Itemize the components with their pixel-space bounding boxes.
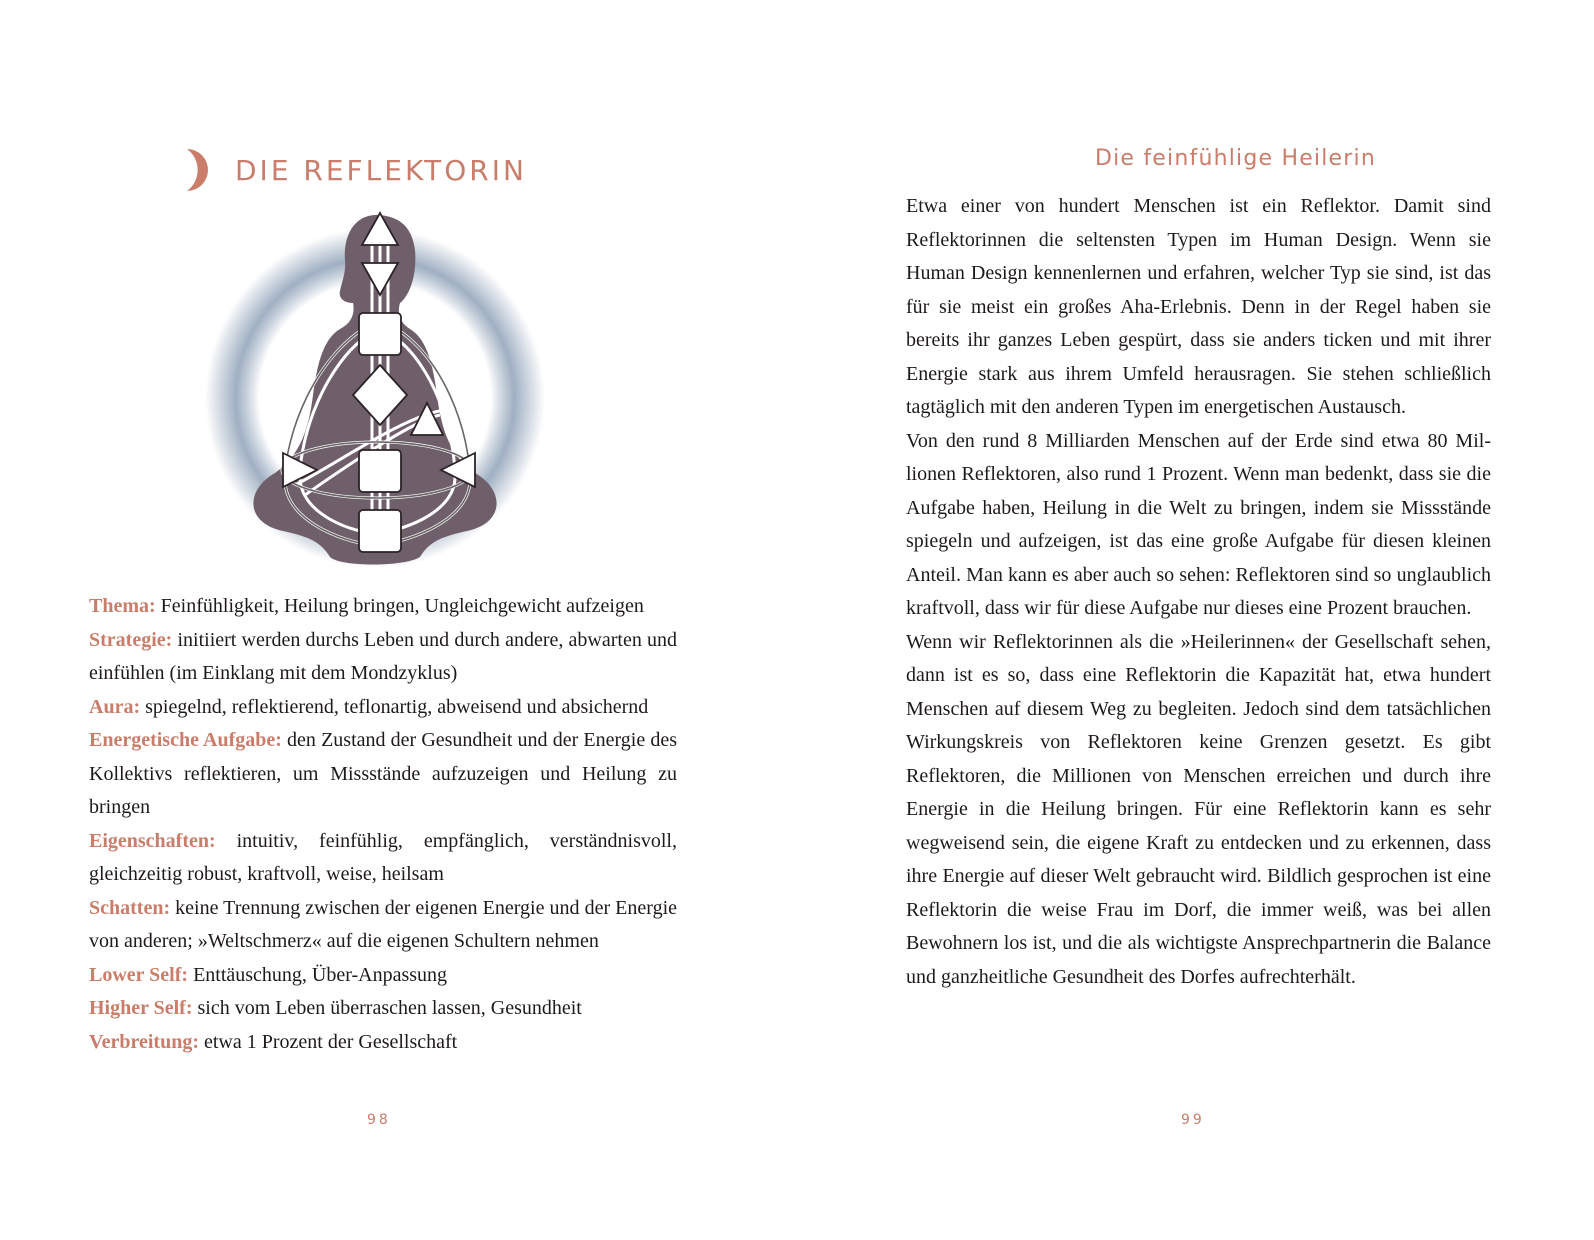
fact-item [89,825,677,892]
paragraph: Etwa einer von hundert Menschen ist ein Reflektor. Damit sind Reflektorinnen die seltensten Typen im Human Design. Wenn sie Human Design kennenlernen und erfahren, welcher Typ sie sind, ist das für sie meist ein großes Aha-Erlebnis. Denn in der Regel haben sie bereits ihr ganzes Leben gespürt, dass sie anders ticken und mit ihrer Energie stark aus ihrem Umfeld herausragen. Sie stehen schließlich tagtäglich mit den anderen Typen im energetischen Austausch. [906,195,1491,418]
fact-item [89,624,677,691]
fact-item [89,1026,677,1060]
fact-text: etwa 1 Prozent der Gesellschaft [199,1030,458,1053]
sacral-center [359,450,401,492]
fact-item [89,992,677,1026]
fact-text: initiiert werden durchs Leben und durch andere, abwarten und einfühlen (im Einklang mit dem Mondzyklus) [89,628,677,684]
fact-label: Schatten: [89,896,171,919]
fact-text: intuitiv, feinfühlig, empfänglich, verständnisvoll, gleichzeitig robust, kraftvoll, weise, heilsam [89,829,677,885]
crescent-moon-icon [183,147,217,193]
root-center [359,510,401,552]
fact-label: Strategie: [89,628,173,651]
paragraph: Wenn wir Reflektorinnen als die »Heilerinnen« der Gesellschaft sehen, dann ist es so, dass eine Reflektorin die Kapazität hat, etwa hundert Menschen auf diesem Weg zu begleiten. Jedoch sind dem tatsächlichen Wirkungskreis von Reflektoren keine Grenzen gesetzt. Es gibt Reflektoren, die Millionen von Menschen erreichen und durch ihre Energie in die Heilung bringen. Für eine Reflektorin kann es sehr wegweisend sein, die eigene Kraft zu entdecken und zu erkennen, dass ihre Energie auf dieser Welt gebraucht wird. Bildlich gesprochen ist eine Reflektorin die weise Frau im Dorf, die immer weiß, was bei allen Bewohnern los ist, und die als wichtigste Ansprechpartnerin die Balance und ganzheitliche Gesundheit des Dorfes aufrechterhält. [906,630,1491,988]
fact-label: Higher Self: [89,997,193,1019]
throat-center [359,313,401,355]
body-text [906,190,1491,994]
fact-item [89,892,677,959]
fact-text: keine Trennung zwischen der eigenen Energie und der Energie von anderen; »Weltschmerz« auf die eigenen Schultern nehmen [89,896,677,952]
page-number-left: 98 [367,1112,391,1128]
fact-text: spiegelnd, reflektierend, teflonartig, abweisend und absichernd [140,695,649,718]
human-design-bodygraph-illustration [205,205,545,575]
chapter-heading [183,145,527,195]
fact-item [89,590,677,624]
fact-text: sich vom Leben überraschen lassen, Gesundheit [192,997,582,1019]
page-number-right: 99 [1181,1112,1205,1128]
paragraph: Von den rund 8 Milliarden Menschen auf der Erde sind etwa 80 Millionen Reflektoren, also rund 1 Prozent. Wenn man bedenkt, dass sie die Aufgabe haben, Heilung in die Welt zu bringen, indem sie Missstände spiegeln und aufzeigen, ist das eine große Aufgabe für diesen kleinen Anteil. Man kann es aber auch so sehen: Reflektoren sind so unglaublich kraftvoll, dass wir für diese Aufgabe nur dieses eine Prozent brauchen. [906,429,1491,619]
fact-item [89,724,677,825]
fact-label: Verbreitung: [89,1030,199,1053]
section-title: Die feinfühlige Heilerin [1094,146,1376,171]
fact-text: den Zustand der Gesundheit und der Energie des Kollektivs reflektieren, um Missstände aufzuzeigen und Heilung zu bringen [89,729,677,818]
fact-label: Aura: [89,695,141,718]
chapter-title: DIE REFLEKTORIN [235,153,527,187]
fact-text: Feinfühligkeit, Heilung bringen, Ungleichgewicht aufzeigen [155,595,644,617]
fact-label: Eigenschaften: [89,829,216,852]
fact-item [89,959,677,993]
fact-label: Energetische Aufgabe: [89,729,282,751]
right-page [797,0,1594,1240]
fact-text: Enttäuschung, Über-Anpassung [188,963,448,986]
fact-item [89,691,677,725]
fact-label: Lower Self: [89,963,189,986]
fact-label: Thema: [89,595,156,617]
fact-list [89,590,677,1059]
